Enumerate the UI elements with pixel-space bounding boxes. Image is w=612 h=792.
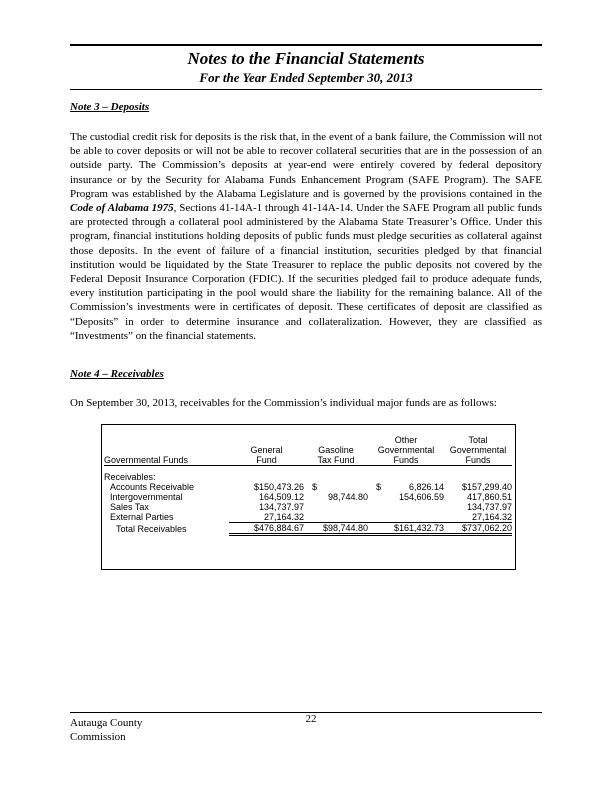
cell-gasoline: $: [312, 482, 318, 492]
row-label: External Parties: [110, 512, 174, 523]
cell-other: $ 6,826.14: [376, 482, 444, 492]
header-general-fund: General Fund: [250, 445, 283, 465]
table-row: [104, 492, 512, 502]
header-governmental-funds: Governmental Funds: [104, 455, 189, 465]
header-top-rule: [70, 44, 542, 46]
receivables-table: [104, 435, 512, 536]
note3-text-part1: The custodial credit risk for deposits is the risk that, in the event of a bank failure, the Commission will not be able to cover deposits or will not be able to recover collateral securities that are in the possession of an outside party. The Commission’s deposits at year-end were entirely covered by federal depository insurance or by the Security for Alabama Funds Enhancement Program (SAFE Program). The SAFE Program was established by the Alabama Legislature and is governed by the provisions contained in the: [70, 131, 542, 200]
cell-other: [368, 502, 444, 512]
header-gasoline-tax-fund: Gasoline Tax Fund: [317, 445, 355, 465]
row-label: Intergovernmental: [110, 492, 183, 502]
total-row-label: Total Receivables: [116, 523, 187, 534]
cell-total: 417,860.51: [466, 492, 512, 502]
cell-total: 134,737.97: [466, 502, 512, 512]
table-row: [104, 512, 512, 523]
cell-total: 27,164.32: [444, 512, 512, 523]
note3-heading: Note 3 – Deposits: [70, 101, 150, 113]
table-row: [104, 502, 512, 512]
page-title: Notes to the Financial Statements: [187, 49, 425, 68]
cell-general: 27,164.32: [229, 512, 304, 523]
cell-gasoline: [304, 512, 368, 523]
cell-general: $150,473.26: [253, 482, 304, 492]
footer-entity: [70, 716, 142, 744]
cell-gasoline: 98,744.80: [327, 492, 368, 502]
page-number: 22: [305, 713, 317, 725]
header-bottom-rule: [70, 89, 542, 90]
table-row: [104, 482, 512, 492]
note3-text-part2: , Sections 41-14A-1 through 41-14A-14. Under the SAFE Program all public funds are protected through a collateral pool administered by the Alabama State Treasurer’s Office. Under this program, financial institutions holding deposits of public funds must pledge securities as collateral against those deposits. In the event of failure of a financial institution, securities pledged by that financial institution would be liquidated by the State Treasurer to replace the public deposits not covered by the Federal Deposit Insurance Corporation (FDIC). If the securities pledged fail to produce adequate funds, every institution participating in the pool would share the liability for the remaining balance. All of the Commission’s investments were in certificates of deposit. These certificates of deposit are classified as “Deposits” in order to determine insurance and collateralization. However, they are classified as “Investments” on the financial statements.: [70, 202, 542, 342]
total-gasoline: $98,744.80: [304, 523, 368, 535]
header-total-governmental-funds: Total Governmental Funds: [449, 435, 507, 465]
note4-heading: Note 4 – Receivables: [70, 368, 164, 380]
cell-gasoline: [304, 502, 368, 512]
cell-other: 154,606.59: [398, 492, 444, 502]
cell-total: $157,299.40: [461, 482, 512, 492]
total-total: $737,062.20: [444, 523, 512, 535]
total-other: $161,432.73: [368, 523, 444, 535]
page-subtitle: For the Year Ended September 30, 2013: [199, 70, 413, 85]
cell-general: 134,737.97: [258, 502, 304, 512]
header-other-governmental-funds: Other Governmental Funds: [377, 435, 435, 465]
cell-other: [368, 512, 444, 523]
row-label: Accounts Receivable: [110, 482, 195, 492]
total-general: $476,884.67: [229, 523, 304, 535]
table-header-row: [104, 435, 512, 466]
footer-entity-line2: Commission: [70, 731, 126, 743]
section-label-receivables: Receivables:: [104, 472, 156, 482]
row-label: Sales Tax: [110, 502, 149, 512]
note3-paragraph: [70, 130, 542, 343]
code-of-alabama-reference: Code of Alabama 1975: [70, 202, 174, 215]
footer-entity-line1: Autauga County: [70, 717, 143, 729]
note4-intro: On September 30, 2013, receivables for the Commission’s individual major funds are as follows:: [70, 397, 497, 409]
table-total-row: [104, 523, 512, 535]
table-section-row: [104, 472, 512, 482]
cell-general: 164,509.12: [258, 492, 304, 502]
